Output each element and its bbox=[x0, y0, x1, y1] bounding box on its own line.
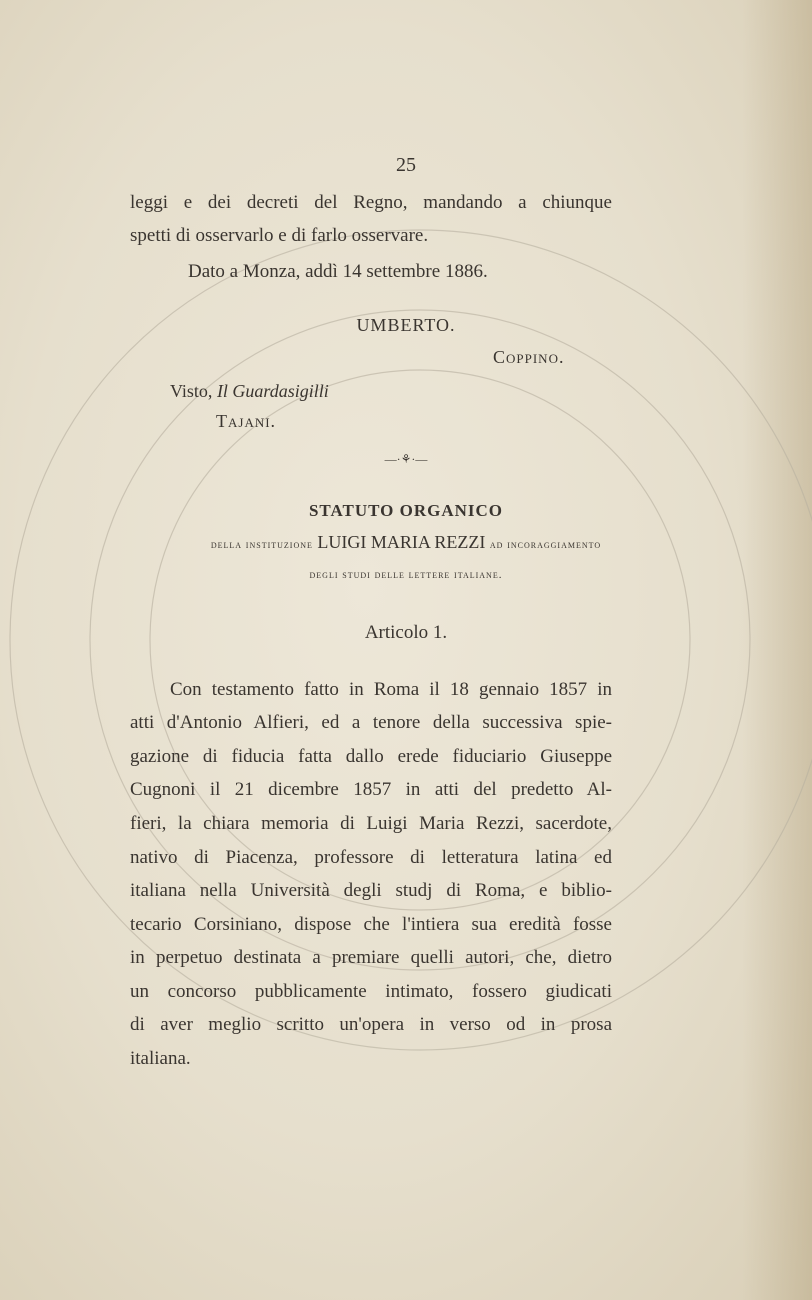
statute-subtitle-line3: degli studi delle lettere italiane. bbox=[309, 569, 503, 581]
visto-prefix: Visto, bbox=[170, 381, 213, 401]
signature-tajani: Tajani. bbox=[216, 411, 277, 431]
text-line: atti d'Antonio Alfieri, ed a tenore della successiva spie- bbox=[130, 712, 612, 733]
text-line: fieri, la chiara memoria di Luigi Maria Rezzi, sacerdote, bbox=[130, 813, 612, 834]
subtitle-prefix: della instituzione bbox=[210, 539, 313, 551]
text-line: italiana nella Università degli studj di Roma, e biblio- bbox=[130, 880, 612, 901]
statute-title: STATUTO ORGANICO bbox=[308, 501, 504, 520]
text-line: italiana. bbox=[130, 1048, 191, 1069]
text-line: un concorso pubblicamente intimato, fossero giudicati bbox=[130, 981, 612, 1002]
statute-subtitle bbox=[0, 531, 812, 556]
text-line: spetti di osservarlo e di farlo osservare. bbox=[130, 225, 429, 246]
date-line: Dato a Monza, addì 14 settembre 1886. bbox=[188, 261, 488, 282]
subtitle-name: LUIGI MARIA REZZI bbox=[317, 532, 486, 552]
text-line: gazione di fiducia fatta dallo erede fiduciario Giuseppe bbox=[130, 746, 612, 767]
text-line: Cugnoni il 21 dicembre 1857 in atti del predetto Al- bbox=[130, 779, 612, 800]
text-line: leggi e dei decreti del Regno, mandando a chiunque bbox=[130, 192, 612, 213]
subtitle-suffix: ad incoraggiamento bbox=[489, 539, 602, 551]
signature-umberto: UMBERTO. bbox=[356, 315, 456, 335]
text-line: tecario Corsiniano, dispose che l'intiera sua eredità fosse bbox=[130, 914, 612, 935]
article-title: Articolo 1. bbox=[364, 622, 448, 643]
visto-title: Il Guardasigilli bbox=[216, 381, 329, 401]
visto-line bbox=[170, 380, 329, 402]
text-line: di aver meglio scritto un'opera in verso od in prosa bbox=[130, 1014, 612, 1035]
text-line: nativo di Piacenza, professore di letteratura latina ed bbox=[130, 847, 612, 868]
page-number: 25 bbox=[396, 154, 416, 176]
text-line: in perpetuo destinata a premiare quelli autori, che, dietro bbox=[130, 947, 612, 968]
ornament-divider: —·⚘·— bbox=[384, 452, 428, 466]
signature-coppino: Coppino. bbox=[493, 347, 565, 367]
text-line: Con testamento fatto in Roma il 18 gennaio 1857 in bbox=[170, 679, 612, 700]
